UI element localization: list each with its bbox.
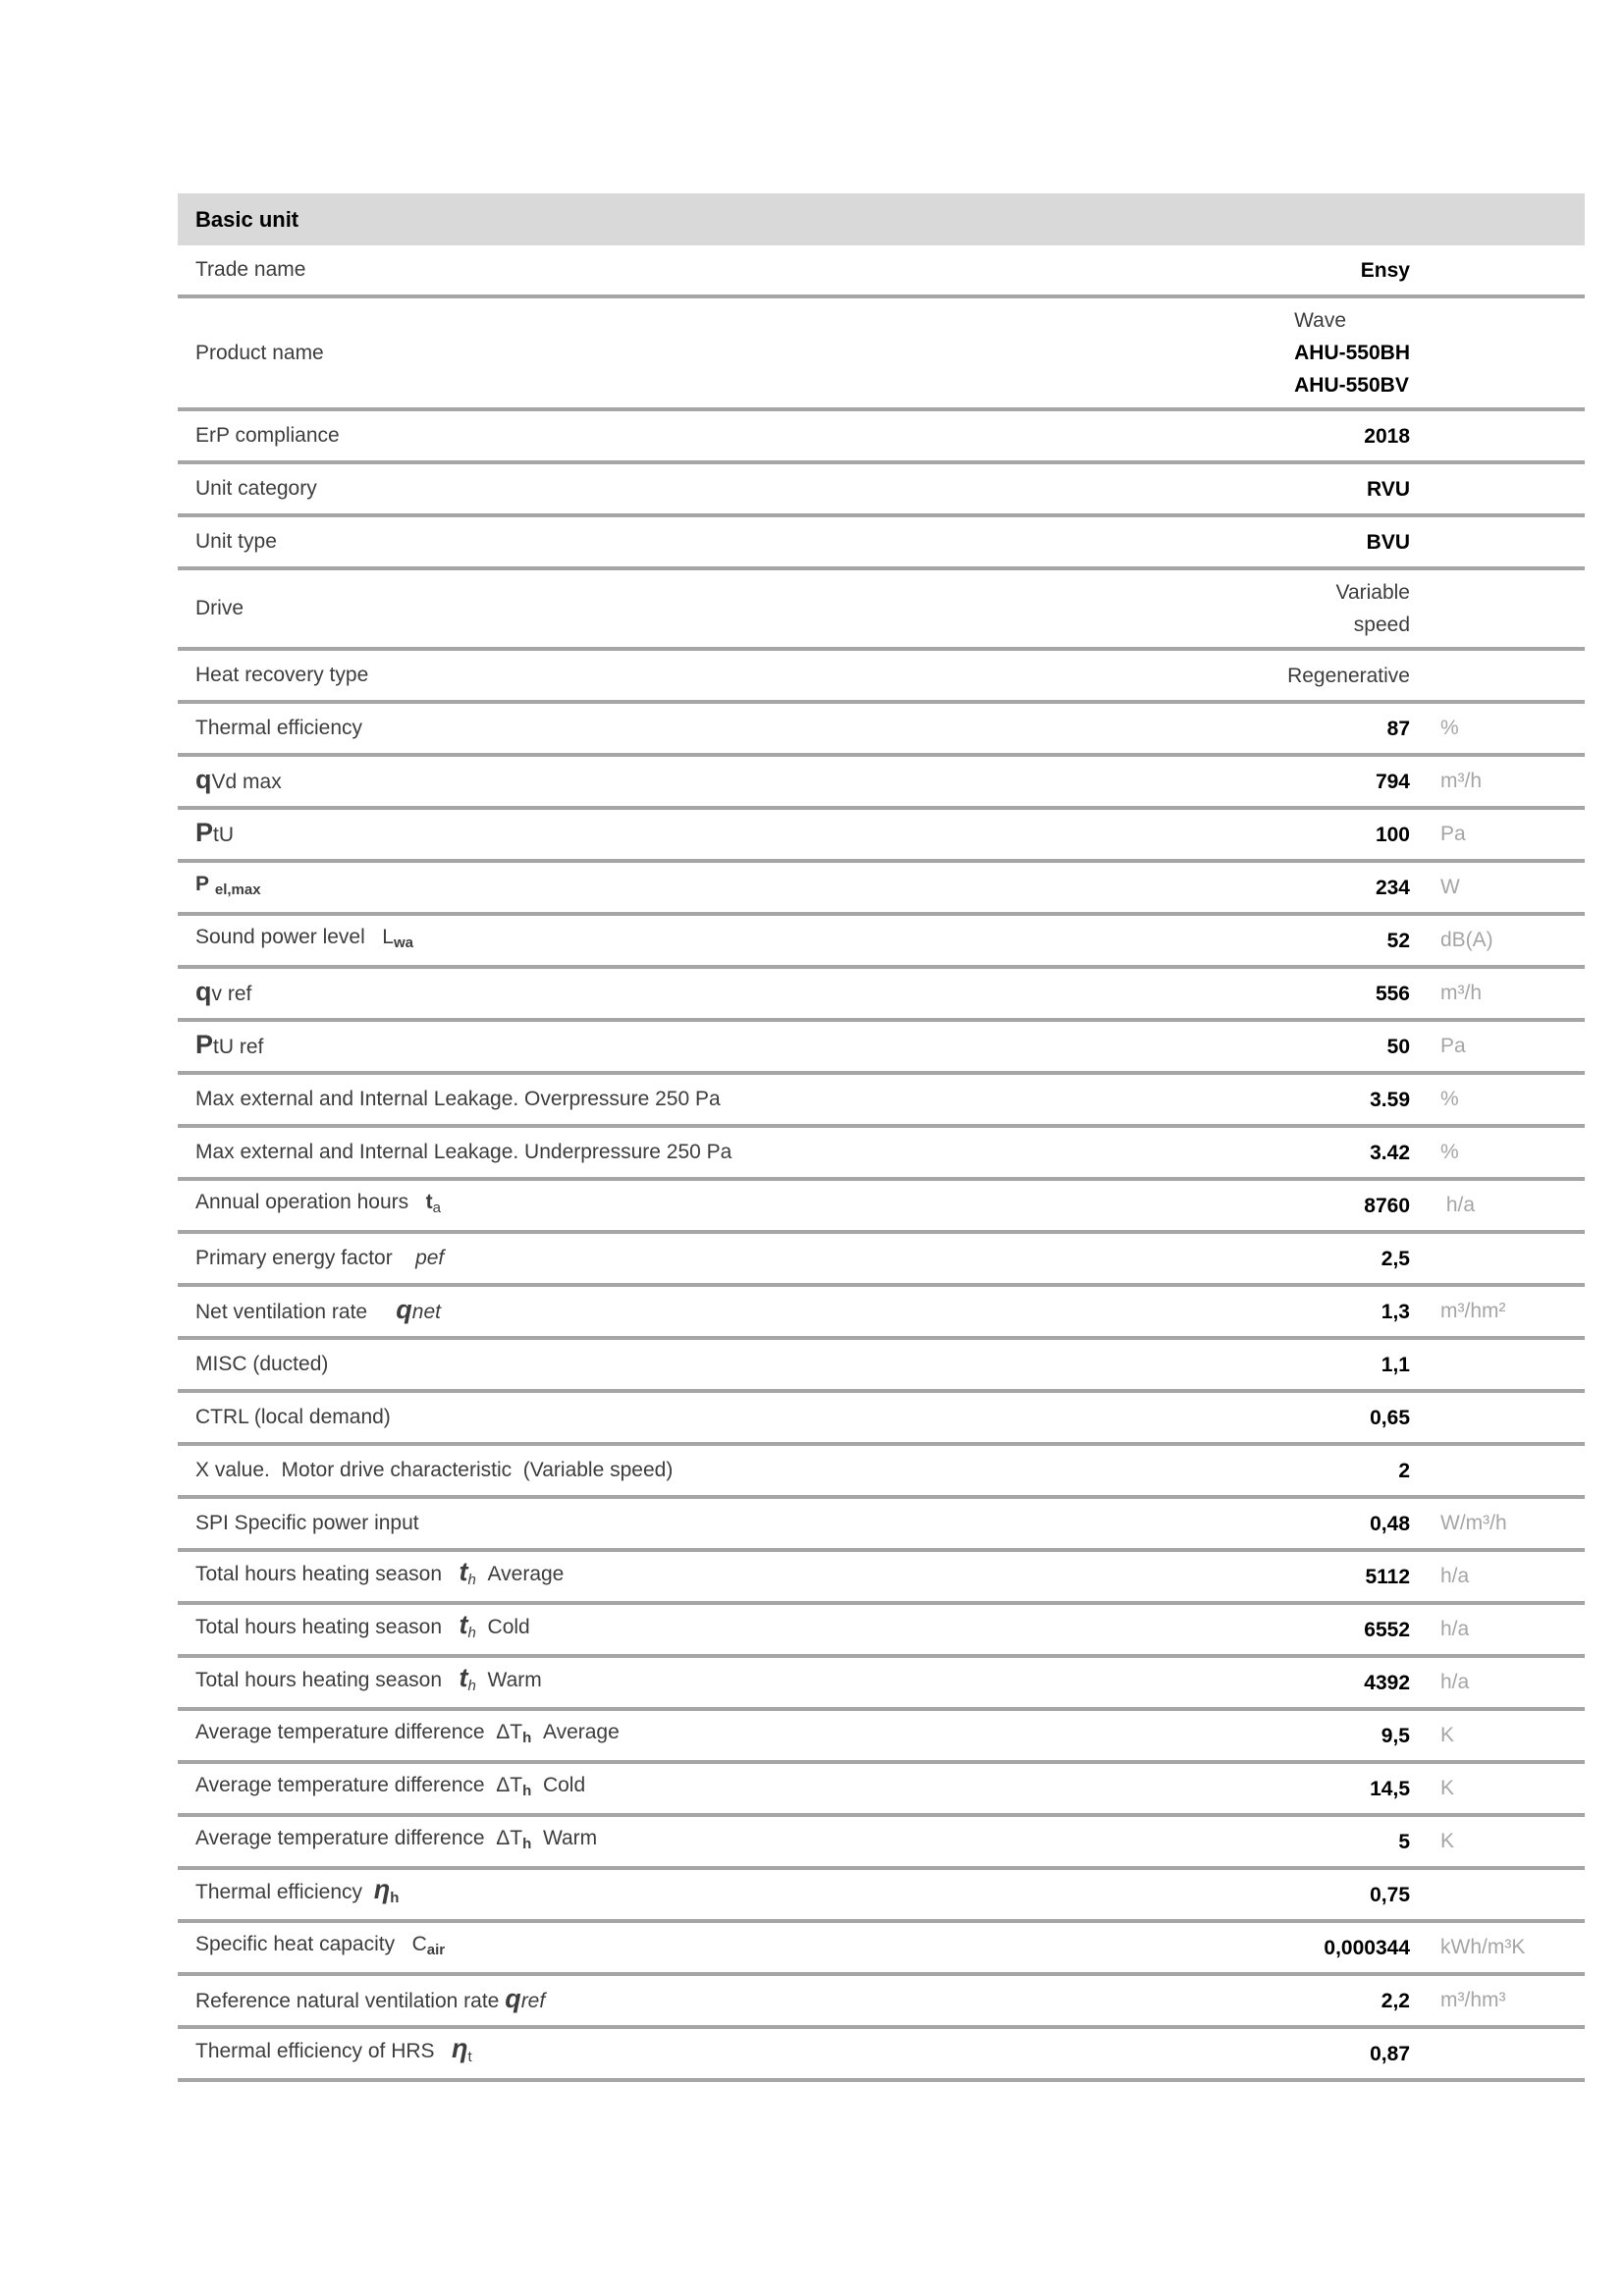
row-label: Max external and Internal Leakage. Underpressure 250 Pa [195, 1141, 732, 1163]
row-value: 2,5 [1380, 1247, 1410, 1270]
row-unit: h/a [1440, 1671, 1470, 1693]
row-unit: Pa [1440, 1035, 1466, 1057]
row-unit: % [1440, 1141, 1459, 1163]
table-row [178, 245, 1585, 298]
table-row [178, 1764, 1585, 1817]
row-unit: m³/hm² [1440, 1300, 1506, 1322]
row-label: Average temperature difference $\Delta T_h$ Average [195, 1721, 620, 1746]
row-label: Thermal efficiency [195, 717, 363, 739]
table-title: Basic unit [195, 206, 299, 232]
table-row [178, 1499, 1585, 1552]
row-label: Net ventilation rate qnet [195, 1294, 441, 1324]
row-label: Unit category [195, 477, 317, 500]
table-row [178, 1234, 1585, 1287]
row-unit: W/m³/h [1440, 1512, 1507, 1534]
row-unit: K [1440, 1724, 1455, 1746]
row-label: SPI Specific power input [195, 1512, 419, 1534]
row-label: Trade name [195, 258, 306, 281]
row-label: Sound power level $L_{wa}$ [195, 926, 413, 951]
table-row [178, 1446, 1585, 1499]
table-row [178, 704, 1585, 757]
row-value: 14,5 [1370, 1777, 1410, 1800]
row-label: X value. Motor drive characteristic (Variable speed) [195, 1459, 674, 1481]
row-label: Annual operation hours $t_a$ [195, 1191, 442, 1216]
row-label: Product name [195, 341, 324, 364]
table-rows [178, 245, 1585, 2082]
row-value: 2 [1398, 1459, 1410, 1482]
row-unit: dB(A) [1440, 929, 1493, 951]
row-value: 3.42 [1370, 1141, 1410, 1164]
table-row [178, 570, 1585, 651]
row-value: 2018 [1364, 424, 1410, 448]
row-label: ErP compliance [195, 424, 340, 447]
table-row [178, 1340, 1585, 1393]
row-unit: % [1440, 1088, 1459, 1110]
row-unit: h/a [1440, 1565, 1470, 1587]
table-row [178, 810, 1585, 863]
row-value: 556 [1375, 982, 1410, 1005]
table-row [178, 1287, 1585, 1340]
table-row [178, 1075, 1585, 1128]
row-label: Average temperature difference $\Delta T_h$ Warm [195, 1827, 598, 1852]
row-value: 0,75 [1370, 1883, 1410, 1906]
row-value: 8760 [1364, 1194, 1410, 1217]
row-value: 4392 [1364, 1671, 1410, 1694]
table-row [178, 1870, 1585, 1923]
row-unit: K [1440, 1830, 1455, 1852]
table-row [178, 1817, 1585, 1870]
row-label: PtU [195, 817, 235, 847]
table-row [178, 651, 1585, 704]
table-row [178, 517, 1585, 570]
row-value: Ensy [1360, 258, 1410, 282]
table-row [178, 1711, 1585, 1764]
table-row [178, 1128, 1585, 1181]
row-value: BVU [1366, 530, 1410, 554]
table-row [178, 411, 1585, 464]
row-value: 6552 [1364, 1618, 1410, 1641]
row-label: Heat recovery type [195, 664, 369, 686]
row-label: Average temperature difference $\Delta T_h$ Cold [195, 1774, 586, 1799]
table-row [178, 1605, 1585, 1658]
row-label: Total hours heating season $t_h$ Cold [195, 1609, 530, 1641]
row-value: 234 [1375, 876, 1410, 899]
table-row [178, 1181, 1585, 1234]
row-label: Drive [195, 597, 244, 619]
row-value: 1,1 [1380, 1353, 1410, 1376]
basic-unit-table [178, 193, 1585, 2082]
row-unit: m³/h [1440, 770, 1482, 792]
row-value: 5 [1398, 1830, 1410, 1853]
row-label: PtU ref [195, 1029, 264, 1059]
row-label: Unit type [195, 530, 277, 553]
row-label: P $_{el,max}$ [195, 873, 261, 898]
table-row [178, 1393, 1585, 1446]
row-unit: kWh/m³K [1440, 1936, 1526, 1958]
row-value: 0,000344 [1324, 1936, 1410, 1959]
table-row [178, 1022, 1585, 1075]
row-value: 0,65 [1370, 1406, 1410, 1429]
row-value: 9,5 [1380, 1724, 1410, 1747]
row-unit: % [1440, 717, 1459, 739]
row-label: Specific heat capacity $C_{air}$ [195, 1933, 446, 1958]
row-value: RVU [1367, 477, 1410, 501]
row-value: 0,87 [1370, 2042, 1410, 2065]
row-label: Primary energy factor pef [195, 1247, 445, 1269]
row-value: 0,48 [1370, 1512, 1410, 1535]
row-label: CTRL (local demand) [195, 1406, 391, 1428]
row-unit: m³/hm³ [1440, 1989, 1506, 2011]
table-row [178, 757, 1585, 810]
row-value: 794 [1375, 770, 1410, 793]
row-value: 87 [1386, 717, 1410, 740]
row-value: 5112 [1365, 1565, 1410, 1588]
row-label: Reference natural ventilation rate qref [195, 1983, 546, 2013]
row-label: Total hours heating season $t_h$ Warm [195, 1662, 542, 1694]
table-row [178, 969, 1585, 1022]
table-header [178, 193, 1585, 245]
row-value: 2,2 [1380, 1989, 1410, 2012]
table-row [178, 863, 1585, 916]
row-value: 1,3 [1380, 1300, 1410, 1323]
table-row [178, 1923, 1585, 1976]
row-label: Total hours heating season $t_h$ Average [195, 1556, 565, 1588]
table-row [178, 1552, 1585, 1605]
row-unit: K [1440, 1777, 1455, 1799]
row-value: 50 [1386, 1035, 1410, 1058]
row-value: Wave AHU-550BH AHU-550BV [1294, 309, 1410, 397]
row-label: Max external and Internal Leakage. Overpressure 250 Pa [195, 1088, 721, 1110]
row-value: Regenerative [1287, 664, 1410, 687]
table-row [178, 1976, 1585, 2029]
row-value: 3.59 [1370, 1088, 1410, 1111]
table-row [178, 298, 1585, 411]
row-label: Thermal efficiency of HRS $\eta_t$ [195, 2033, 472, 2065]
row-label: Thermal efficiency $\eta_h$ [195, 1874, 400, 1906]
row-label: qv ref [195, 976, 252, 1006]
row-unit: Pa [1440, 823, 1466, 845]
row-value: Variable speed [1335, 581, 1410, 636]
row-value: 52 [1386, 929, 1410, 952]
table-row [178, 2029, 1585, 2082]
table-row [178, 1658, 1585, 1711]
row-unit: W [1440, 876, 1460, 898]
row-unit: h/a [1440, 1194, 1476, 1216]
row-value: 100 [1375, 823, 1410, 846]
table-row [178, 464, 1585, 517]
row-label: MISC (ducted) [195, 1353, 329, 1375]
table-row [178, 916, 1585, 969]
row-unit: m³/h [1440, 982, 1482, 1004]
row-label: qVd max [195, 764, 282, 794]
row-unit: h/a [1440, 1618, 1470, 1640]
